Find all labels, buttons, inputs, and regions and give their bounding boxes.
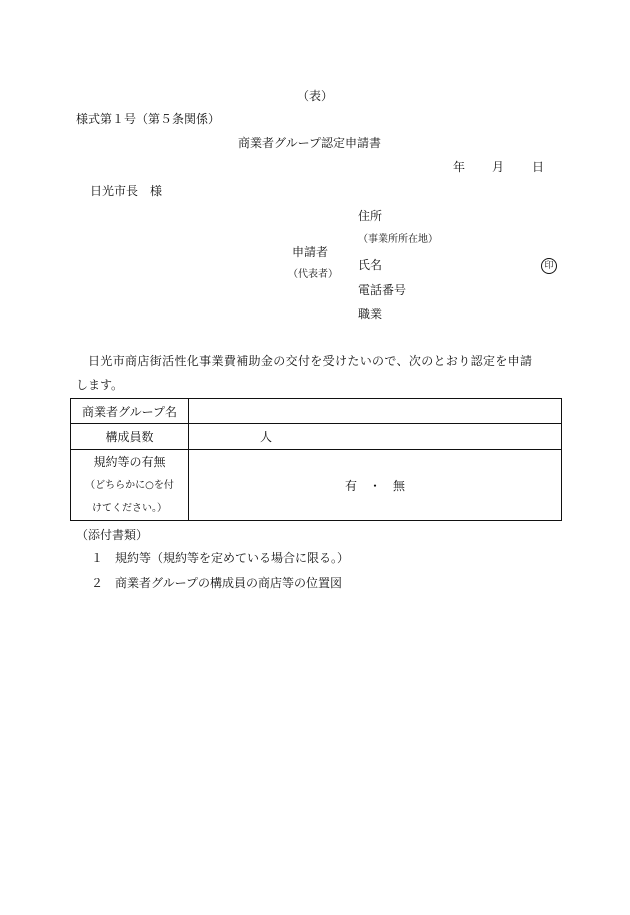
body-line-1: 日光市商店街活性化事業費補助金の交付を受けたいので、次のとおり認定を申請 (88, 354, 533, 368)
applicant-office-location: （事業所所在地） (358, 234, 438, 245)
rules-options-field[interactable] (189, 450, 562, 521)
table-row (71, 450, 562, 521)
members-unit: 人 (260, 430, 273, 444)
group-name-field[interactable] (189, 399, 562, 424)
applicant-label: 申請者 (292, 245, 329, 259)
document-title: 商業者グループ認定申請書 (238, 136, 382, 150)
front-label: （表） (296, 89, 333, 103)
date-month: 月 (492, 160, 505, 174)
applicant-address-label: 住所 (358, 209, 383, 223)
applicant-representative: （代表者） (288, 269, 338, 280)
attachment-item-1: １ 規約等（規約等を定めている場合に限る。） (91, 551, 350, 565)
group-name-label: 商業者グループ名 (71, 399, 189, 424)
seal-icon: 印 (541, 258, 557, 274)
application-table (70, 398, 562, 521)
rules-label-cell (71, 450, 189, 521)
form-number: 様式第１号（第５条関係） (76, 112, 221, 126)
date-year: 年 (453, 160, 466, 174)
applicant-phone-label: 電話番号 (358, 283, 407, 297)
attachment-item-2: ２ 商業者グループの構成員の商店等の位置図 (91, 576, 343, 590)
members-label: 構成員数 (71, 424, 189, 450)
members-field[interactable] (189, 424, 562, 450)
rules-note-1: （どちらかに○を付 (85, 479, 174, 491)
date-day: 日 (532, 160, 545, 174)
addressee: 日光市長 様 (90, 184, 163, 198)
rules-options: 有 ・ 無 (344, 478, 405, 493)
attachments-heading: （添付書類） (76, 528, 149, 542)
table-row (71, 424, 562, 450)
applicant-name-label: 氏名 (358, 258, 383, 272)
rules-label: 規約等の有無 (93, 454, 166, 469)
rules-note-2: けてください。） (92, 502, 167, 514)
body-line-2: します。 (76, 378, 124, 392)
applicant-occupation-label: 職業 (358, 307, 383, 321)
table-row (71, 399, 562, 424)
